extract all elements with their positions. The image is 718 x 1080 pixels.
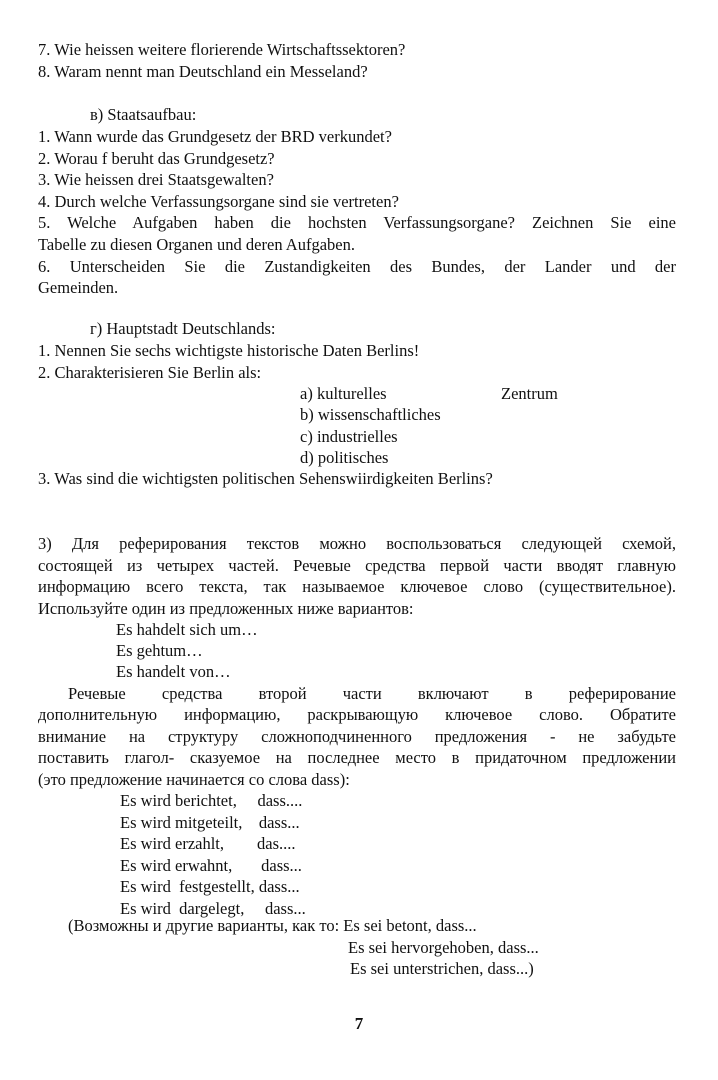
question-6-line-2: Gemeinden. xyxy=(38,278,119,298)
example-2: Es gehtum… xyxy=(116,641,203,660)
section-v-questions xyxy=(38,126,676,299)
section-v-heading: в) Staatsaufbau: xyxy=(90,105,197,124)
question-2: 2. Charakterisieren Sie Berlin als: xyxy=(38,362,262,382)
para2-line-3: внимание на структуру сложноподчиненного предложения - не забудьте xyxy=(38,726,676,746)
phrase-list xyxy=(120,790,306,920)
para2-line-2: дополнительную информацию, раскрывающую ключевое слово. Обратите xyxy=(38,705,676,724)
other-variants-line-1: (Возможны и другие варианты, как то: Es sei betont, dass... xyxy=(68,916,477,935)
phrase-item: Es wird berichtet, dass.... xyxy=(120,791,303,810)
question-6-line-1: 6. Unterscheiden Sie die Zustandigkeiten des Bundes, der Lander und der xyxy=(38,256,676,276)
section-g-q3-wrap xyxy=(38,468,676,490)
intro-line-2: состоящей из четырех частей. Речевые средства первой части вводят главную xyxy=(38,555,676,575)
question-3: 3. Wie heissen drei Staatsgewalten? xyxy=(38,170,274,190)
option-b: b) wissenschaftliches xyxy=(300,405,441,424)
question-4: 4. Durch welche Verfassungsorgane sind sie vertreten? xyxy=(38,191,399,211)
other-variants-line-2: Es sei hervorgehoben, dass... xyxy=(348,938,539,957)
example-1: Es hahdelt sich um… xyxy=(116,620,258,639)
option-d: d) politisches xyxy=(300,448,389,467)
option-a-word: Zentrum xyxy=(501,384,558,403)
question-2: 2. Worau f beruht das Grundgesetz? xyxy=(38,148,275,168)
section-g-questions xyxy=(38,340,676,383)
intro-line-3: информацию всего текста, так называемое ключевое слово (существительное). xyxy=(38,577,676,597)
phrase-item: Es wird festgestellt, dass... xyxy=(120,877,300,897)
other-variants-line-3: Es sei unterstrichen, dass...) xyxy=(350,959,534,978)
question-3: 3. Was sind die wichtigsten politischen Sehenswiirdigkeiten Berlins? xyxy=(38,469,493,488)
para2-line-5: (это предложение начинается со слова dass): xyxy=(38,769,350,789)
part3-para2-line-1: Речевые средства второй части включают в реферирование xyxy=(68,684,676,703)
example-3: Es handelt von… xyxy=(116,662,231,681)
question-7: 7. Wie heissen weitere florierende Wirtschaftssektoren? xyxy=(38,40,406,59)
page-number: 7 xyxy=(354,1014,364,1033)
phrase-item: Es wird mitgeteilt, dass... xyxy=(120,812,300,832)
phrase-item: Es wird erzahlt, das.... xyxy=(120,834,296,854)
part3-intro xyxy=(38,533,676,619)
section-b-tail xyxy=(38,39,676,82)
option-c: c) industrielles xyxy=(300,427,398,446)
phrase-item: Es wird dargelegt, dass... xyxy=(120,898,306,918)
question-1: 1. Nennen Sie sechs wichtigste historische Daten Berlins! xyxy=(38,341,420,360)
question-8: 8. Waram nennt man Deutschland ein Messeland? xyxy=(38,61,368,81)
option-a: a) kulturelles xyxy=(300,384,387,403)
intro-line-4: Используйте один из предложенных ниже вариантов: xyxy=(38,598,414,618)
question-5-line-2: Tabelle zu diesen Organen und deren Aufgaben. xyxy=(38,234,355,254)
section-g-heading: г) Hauptstadt Deutschlands: xyxy=(90,319,276,338)
question-1: 1. Wann wurde das Grundgesetz der BRD verkundet? xyxy=(38,127,392,146)
question-5-line-1: 5. Welche Aufgaben haben die hochsten Verfassungsorgane? Zeichnen Sie eine xyxy=(38,213,676,233)
part3-para2 xyxy=(38,704,676,790)
para2-line-4: поставить глагол- сказуемое на последнее место в придаточном предложении xyxy=(38,748,676,768)
phrase-item: Es wird erwahnt, dass... xyxy=(120,855,302,875)
intro-line-1: 3) Для реферирования текстов можно воспользоваться следующей схемой, xyxy=(38,534,676,553)
